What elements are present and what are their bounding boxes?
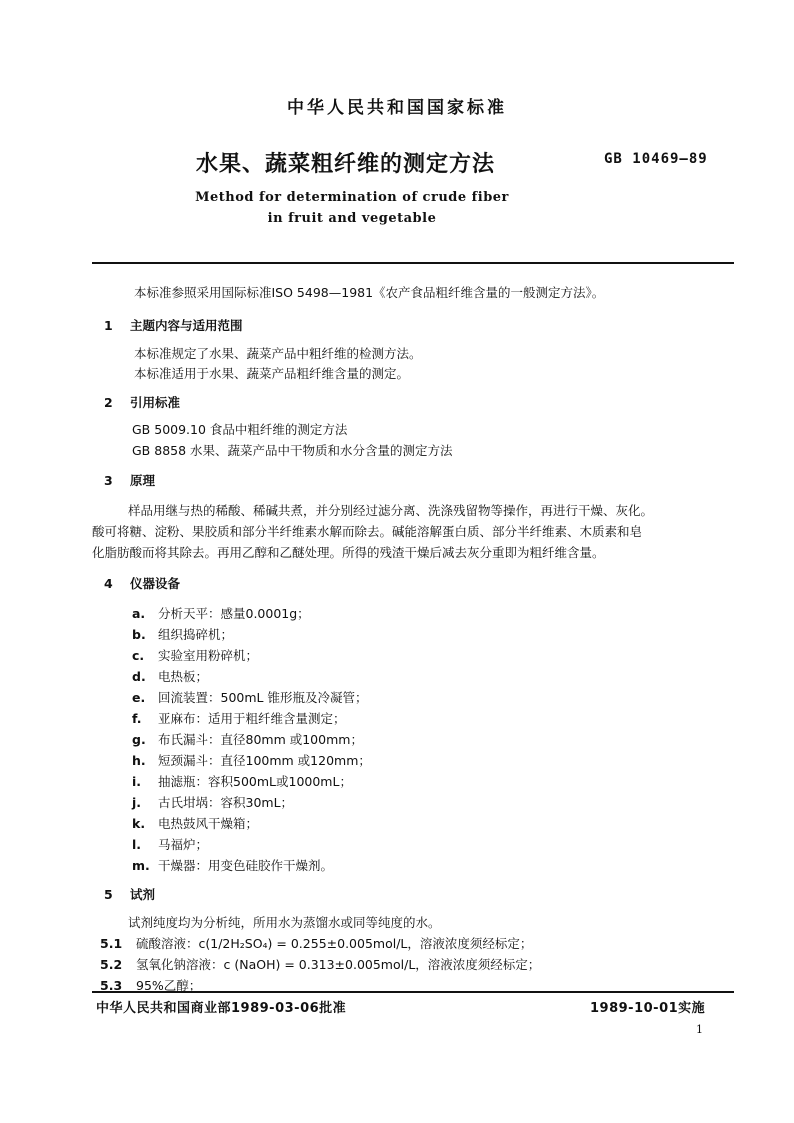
- equipment-item: [132, 772, 352, 790]
- item-letter: m.: [132, 858, 150, 873]
- equipment-item: [132, 793, 293, 811]
- equipment-item: [132, 751, 371, 769]
- item-text: 实验室用粉碎机；: [158, 648, 259, 663]
- principle-line: 酸可将糖、淀粉、果胶质和部分半纤维素水解而除去。碱能溶解蛋白质、部分半纤维素、木质素和皂: [92, 524, 643, 539]
- national-standard-header: 中华人民共和国国家标准: [287, 98, 507, 118]
- item-letter: d.: [132, 669, 146, 684]
- page-number: 1: [696, 1023, 703, 1036]
- item-text: 干燥器：用变色硅胶作干燥剂。: [158, 858, 334, 873]
- equipment-item: [132, 730, 363, 748]
- item-letter: e.: [132, 690, 146, 705]
- item-text: 古氏坩埚：容积30mL；: [158, 795, 294, 810]
- item-text: 马福炉；: [158, 837, 209, 852]
- section-title: 主题内容与适用范围: [130, 318, 243, 333]
- reagent-item: [100, 955, 540, 973]
- item-letter: i.: [132, 774, 142, 789]
- equipment-item: [132, 814, 258, 832]
- item-text: 亚麻布：适用于粗纤维含量测定；: [158, 711, 346, 726]
- reagent-text: 硫酸溶液：c(1/2H₂SO₄) = 0.255±0.005mol/L，溶液浓度须经标定；: [136, 936, 533, 951]
- item-text: 抽滤瓶：容积500mL或1000mL；: [158, 774, 352, 789]
- document-title: 水果、蔬菜粗纤维的测定方法: [196, 152, 496, 177]
- item-letter: j.: [132, 795, 142, 810]
- item-letter: a.: [132, 606, 146, 621]
- reagent-number: 5.3: [100, 978, 123, 993]
- equipment-item: [132, 835, 208, 853]
- item-letter: c.: [132, 648, 145, 663]
- reagent-number: 5.2: [100, 957, 123, 972]
- equipment-item: [132, 709, 346, 727]
- item-text: 电热鼓风干燥箱；: [158, 816, 259, 831]
- section-3-heading: [104, 471, 155, 489]
- equipment-item: [132, 646, 258, 664]
- section-1-heading: [104, 316, 243, 334]
- item-text: 短颈漏斗：直径100mm 或120mm；: [158, 753, 371, 768]
- item-letter: f.: [132, 711, 142, 726]
- item-letter: h.: [132, 753, 146, 768]
- reagent-number: 5.1: [100, 936, 123, 951]
- item-text: 电热板；: [158, 669, 209, 684]
- section-number: 5: [104, 887, 113, 902]
- header-divider: [92, 262, 734, 264]
- equipment-item: [132, 667, 208, 685]
- section-number: 1: [104, 318, 113, 333]
- equipment-item: [132, 604, 310, 622]
- item-letter: g.: [132, 732, 146, 747]
- equipment-item: [132, 625, 233, 643]
- section-5-heading: [104, 885, 155, 903]
- section-1-line: 本标准适用于水果、蔬菜产品粗纤维含量的测定。: [134, 366, 410, 381]
- item-text: 组织捣碎机；: [158, 627, 234, 642]
- reagent-intro: 试剂纯度均为分析纯，所用水为蒸馏水或同等纯度的水。: [128, 915, 441, 930]
- standard-code: GB 10469—89: [604, 151, 708, 167]
- reagent-text: 氢氧化钠溶液：c (NaOH) = 0.313±0.005mol/L，溶液浓度须经标定；: [136, 957, 541, 972]
- section-title: 试剂: [130, 887, 156, 902]
- equipment-item: [132, 856, 333, 874]
- item-letter: l.: [132, 837, 142, 852]
- english-title-line1: Method for determination of crude fiber: [195, 190, 509, 205]
- english-title-line2: in fruit and vegetable: [267, 211, 437, 226]
- section-4-heading: [104, 574, 180, 592]
- approval-info: 中华人民共和国商业部1989-03-06批准: [96, 1001, 347, 1016]
- reference-standard: GB 5009.10 食品中粗纤维的测定方法: [132, 422, 348, 437]
- reagent-item: [100, 934, 532, 952]
- implementation-date: 1989-10-01实施: [590, 1001, 706, 1016]
- item-text: 布氏漏斗：直径80mm 或100mm；: [158, 732, 363, 747]
- section-title: 原理: [130, 473, 156, 488]
- intro-paragraph: 本标准参照采用国际标准ISO 5498—1981《农产食品粗纤维含量的一般测定方法》。: [134, 285, 605, 300]
- section-1-line: 本标准规定了水果、蔬菜产品中粗纤维的检测方法。: [134, 346, 422, 361]
- section-number: 2: [104, 395, 113, 410]
- item-letter: b.: [132, 627, 146, 642]
- reagent-text: 95%乙醇；: [136, 978, 202, 993]
- footer-divider: [92, 991, 734, 993]
- principle-line: 样品用继与热的稀酸、稀碱共煮，并分别经过滤分离、洗涤残留物等操作，再进行干燥、灰化。: [128, 503, 654, 518]
- reference-standard: GB 8858 水果、蔬菜产品中干物质和水分含量的测定方法: [132, 443, 453, 458]
- section-title: 仪器设备: [130, 576, 181, 591]
- section-number: 4: [104, 576, 113, 591]
- item-text: 分析天平：感量0.0001g；: [158, 606, 310, 621]
- section-title: 引用标准: [130, 395, 181, 410]
- principle-line: 化脂肪酸而将其除去。再用乙醇和乙醚处理。所得的残渣干燥后减去灰分重即为粗纤维含量。: [92, 545, 605, 560]
- equipment-item: [132, 688, 367, 706]
- item-text: 回流装置：500mL 锥形瓶及冷凝管；: [158, 690, 368, 705]
- section-number: 3: [104, 473, 113, 488]
- item-letter: k.: [132, 816, 146, 831]
- section-2-heading: [104, 393, 180, 411]
